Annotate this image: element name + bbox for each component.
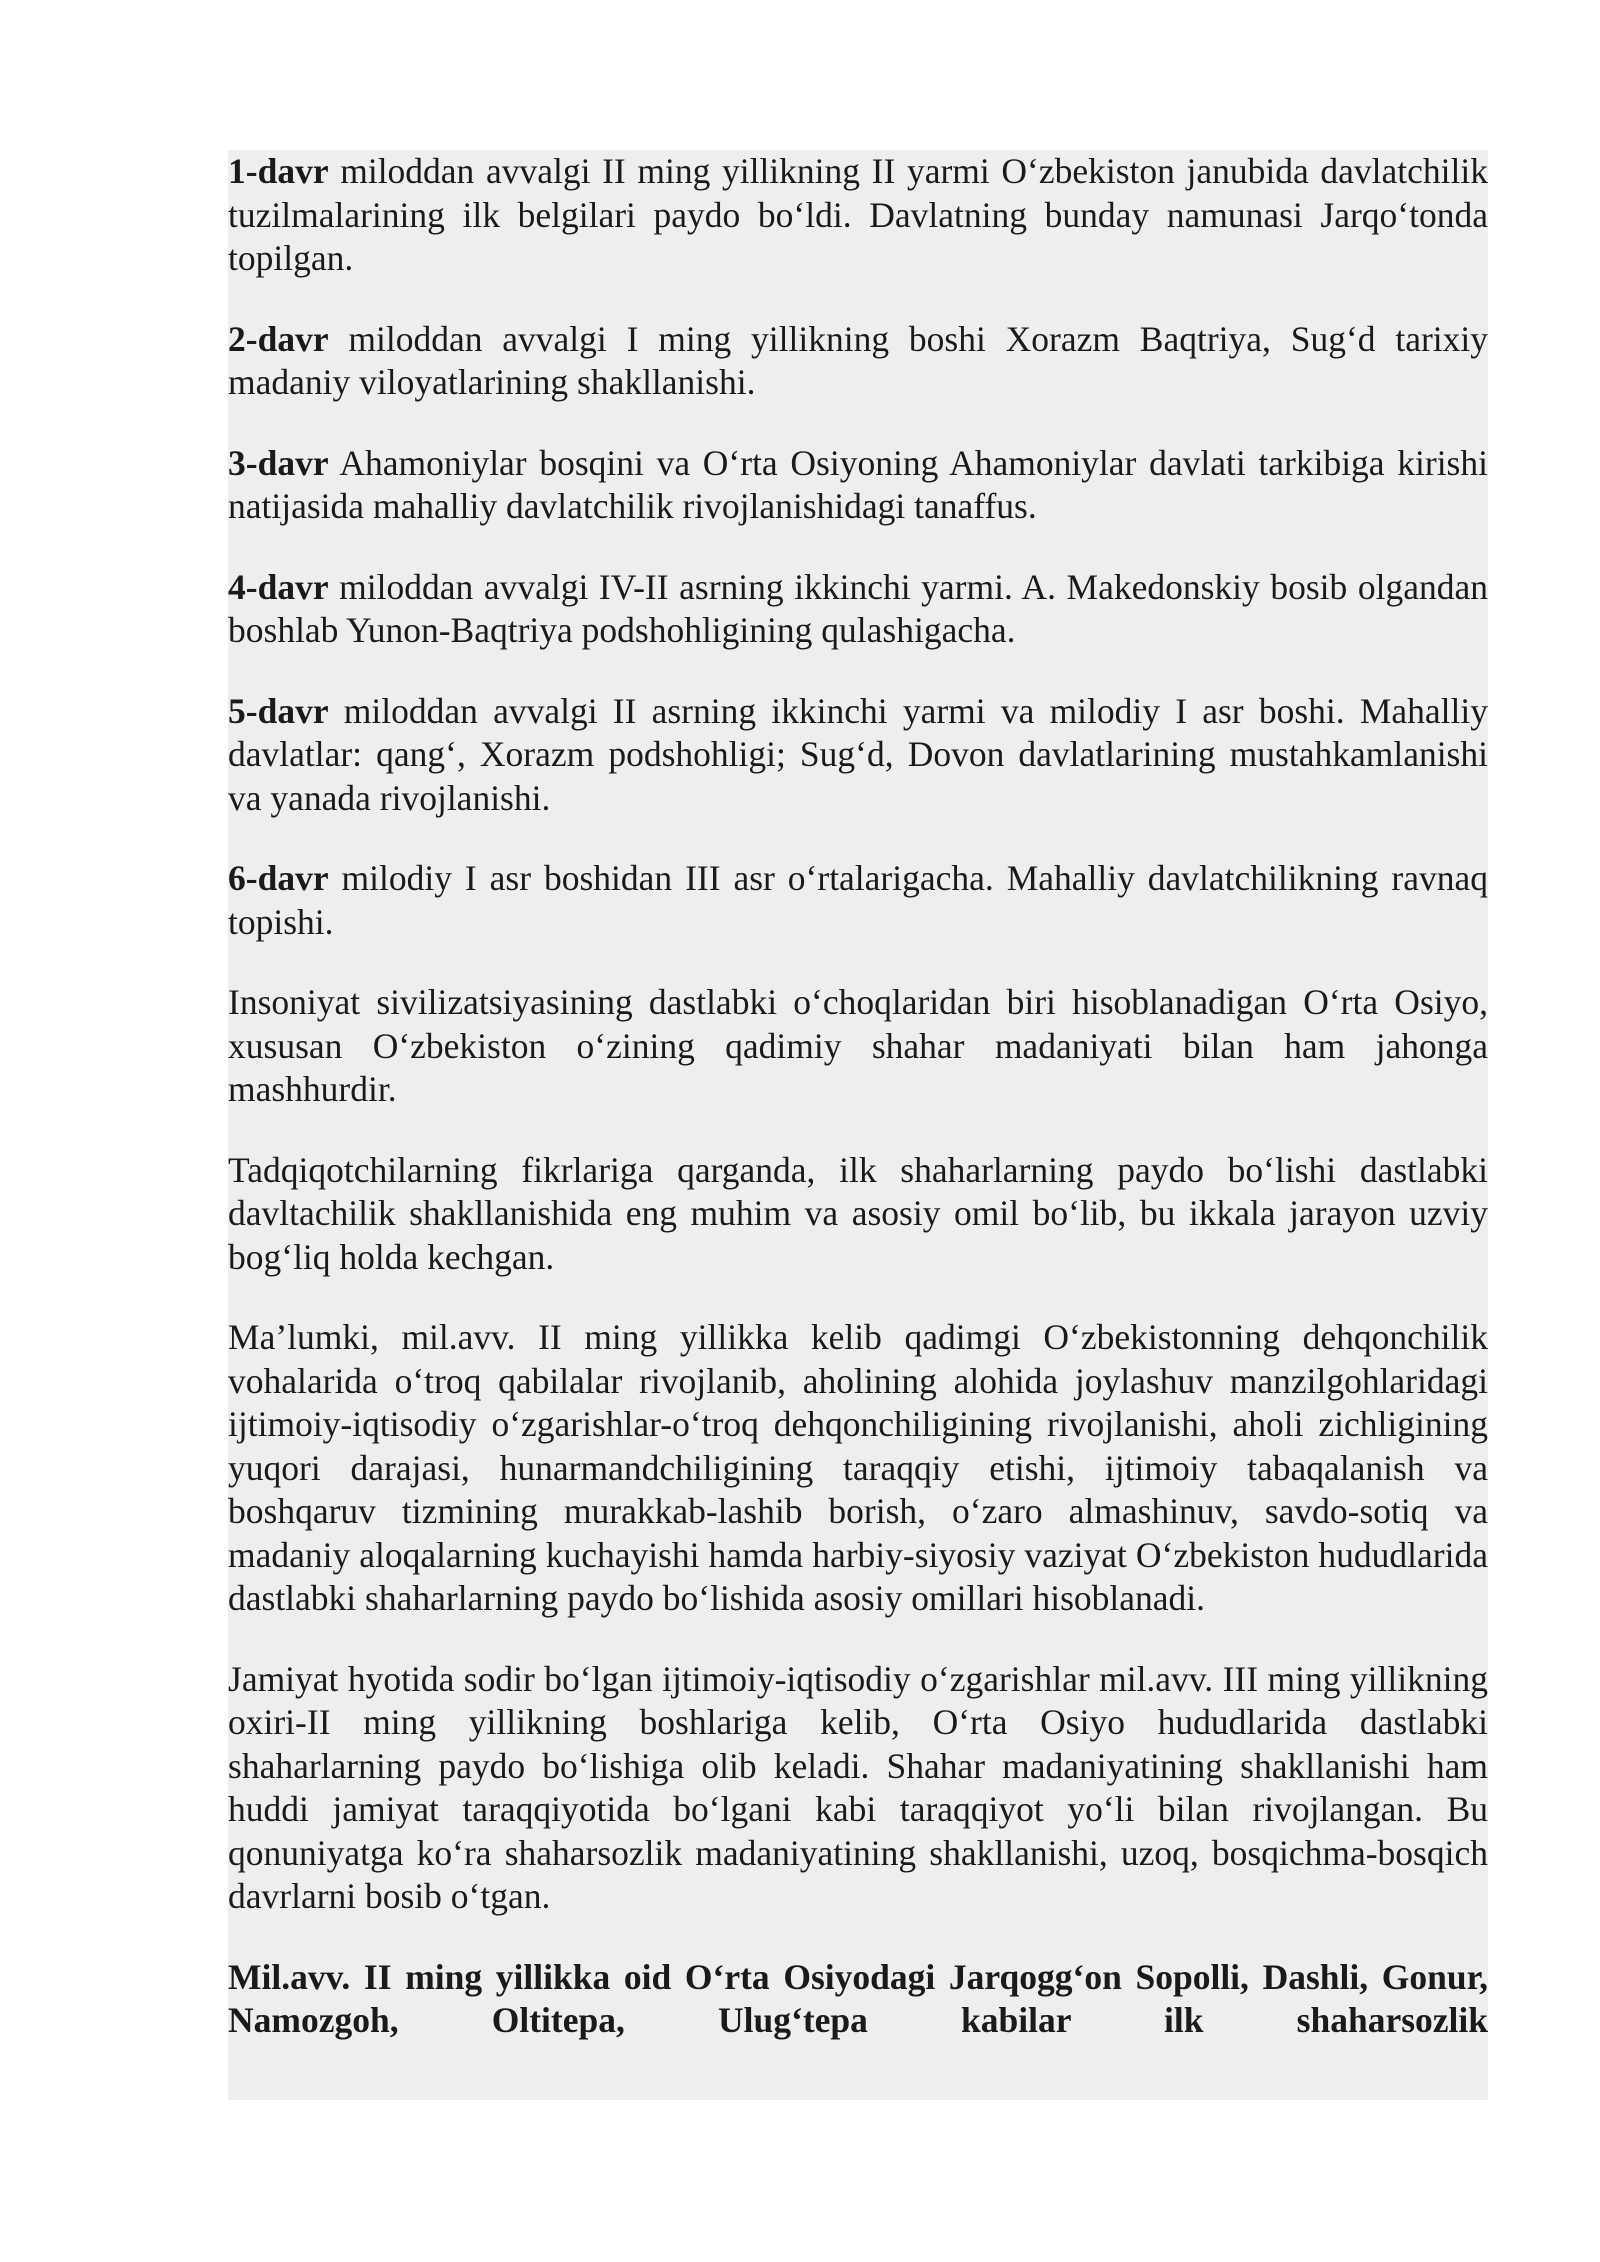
period-paragraph-4 [228,566,1488,653]
body-paragraph-2: Tadqiqotchilarning fikrlariga qarganda, ilk shaharlarning paydo bo‘lishi dastlabki davltachilik shakllanishida eng muhim va asosiy omil bo‘lib, bu ikkala jarayon uzviy bog‘liq holda kechgan. [228,1149,1488,1277]
period-paragraph-3 [228,442,1488,529]
period-label: 3-davr [228,442,329,483]
period-text: milodiy I asr boshidan III asr o‘rtalarigacha. Mahalliy davlatchilikning ravnaq topishi. [228,858,1488,942]
period-label: 4-davr [228,566,329,607]
period-text: miloddan avvalgi II ming yillikning II yarmi O‘zbekiston janubida davlatchilik tuzilmalarining ilk belgilari paydo bo‘ldi. Davlatning bunday namunasi Jarqo‘tonda topilgan. [228,151,1488,278]
period-paragraph-1 [228,150,1488,281]
period-label: 5-davr [228,690,329,731]
document-page [228,150,1488,2100]
period-text: miloddan avvalgi IV-II asrning ikkinchi yarmi. A. Makedonskiy bosib olgandan boshlab Yunon-Baqtriya podshohligining qulashigacha. [228,566,1488,650]
body-paragraph-4: Jamiyat hyotida sodir bo‘lgan ijtimoiy-iqtisodiy o‘zgarishlar mil.avv. III ming yillikning oxiri-II ming yillikning boshlariga kelib, O‘rta Osiyo hududlarida dastlabki shaharlarning paydo bo‘lishiga olib keladi. Shahar madaniyatining shakllanishi ham huddi jamiyat taraqqiyotida bo‘lgani kabi taraqqiyot yo‘li bilan rivojlangan. Bu qonuniyatga ko‘ra shaharsozlik madaniyatining shakllanishi, uzoq, bosqichma-bosqich davrlarni bosib o‘tgan. [228,1658,1488,1916]
period-paragraph-2 [228,318,1488,405]
period-text: miloddan avvalgi II asrning ikkinchi yarmi va milodiy I asr boshi. Mahalliy davlatlar: qang‘, Xorazm podshohligi; Sug‘d, Dovon davlatlarining mustahkamlanishi va yanada rivojlanishi. [228,690,1488,818]
period-text: miloddan avvalgi I ming yillikning boshi Xorazm Baqtriya, Sug‘d tarixiy madaniy viloyatlarining shakllanishi. [228,318,1488,402]
period-text: Ahamoniylar bosqini va O‘rta Osiyoning Ahamoniylar davlati tarkibiga kirishi natijasida mahalliy davlatchilik rivojlanishidagi tanaffus. [228,442,1488,526]
body-paragraph-1: Insoniyat sivilizatsiyasining dastlabki o‘choqlaridan biri hisoblanadigan O‘rta Osiyo, xususan O‘zbekiston o‘zining qadimiy shahar madaniyati bilan ham jahonga mashhurdir. [228,982,1488,1109]
period-paragraph-6 [228,857,1488,944]
body-paragraph-3: Ma’lumki, mil.avv. II ming yillikka kelib qadimgi O‘zbekistonning dehqonchilik vohalarida o‘troq qabilalar rivojlanib, aholining alohida joylashuv manzilgohlaridagi ijtimoiy-iqtisodiy o‘zgarishlar-o‘troq dehqonchiligining rivojlanishi, aholi zichligining yuqori darajasi, hunarmandchiligining taraqqiy etishi, ijtimoiy tabaqalanish va boshqaruv tizmining murakkab-lashib borish, o‘zaro almashinuv, savdo-sotiq va madaniy aloqalarning kuchayishi hamda harbiy-siyosiy vaziyat O‘zbekiston hududlarida dastlabki shaharlarning paydo bo‘lishida asosiy omillari hisoblanadi. [228,1317,1488,1618]
period-paragraph-5 [228,690,1488,821]
bold-paragraph: Mil.avv. II ming yillikka oid O‘rta Osiyodagi Jarqogg‘on Sopolli, Dashli, Gonur, Namozgoh, Oltitepa, Ulug‘tepa kabilar ilk shaharsozlik [228,1956,1488,2040]
period-label: 1-davr [228,151,329,191]
document-body [228,150,1488,2080]
period-label: 6-davr [228,858,329,898]
period-label: 2-davr [228,318,329,359]
